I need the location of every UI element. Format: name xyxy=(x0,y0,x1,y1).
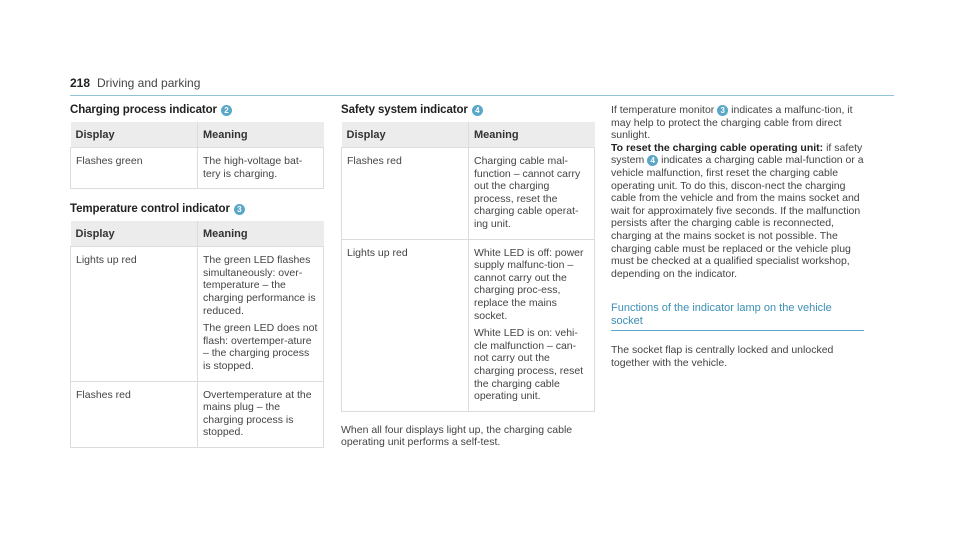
column-header-display: Display xyxy=(342,122,469,148)
left-column xyxy=(70,104,324,448)
table-row: Lights up red The green LED flashes simultaneously: over-temperature – the charging performance is reduced. The green LED does not flash: overtemper-ature – the charging process is stopped. xyxy=(71,247,324,381)
safety-indicator-heading: Safety system indicator 4 xyxy=(341,104,595,116)
temperature-indicator-heading: Temperature control indicator 3 xyxy=(70,203,324,215)
right-column xyxy=(611,104,864,370)
safety-indicator-table xyxy=(341,122,595,412)
temperature-indicator-table xyxy=(70,221,324,448)
charging-indicator-table xyxy=(70,122,324,189)
callout-2-icon: 2 xyxy=(221,105,232,116)
reset-instructions-paragraph: To reset the charging cable operating unit: if safety system 4 indicates a charging cable mal-function or a vehicle malfunction, first reset the charging cable operating unit. To do this, discon-nect the charging cable from the vehicle and from the mains socket and wait for approximately five seconds. If the malfunction persists after the charging cable is reconnected, charging at the mains socket is not possible. The charging cable must be replaced or the vehicle plug must be checked at a qualified specialist workshop, depending on the indicator. xyxy=(611,141,864,280)
socket-flap-paragraph: The socket flap is centrally locked and unlocked together with the vehicle. xyxy=(611,344,834,369)
charging-indicator-heading: Charging process indicator 2 xyxy=(70,104,324,116)
callout-3-icon: 3 xyxy=(717,105,728,116)
column-header-display: Display xyxy=(71,221,198,247)
section-title: Driving and parking xyxy=(97,76,201,90)
middle-column xyxy=(341,104,595,449)
page-number: 218 xyxy=(70,76,91,90)
column-header-meaning: Meaning xyxy=(198,122,324,148)
page-header xyxy=(70,74,894,96)
callout-4-icon: 4 xyxy=(647,155,658,166)
indicator-lamp-subheading: Functions of the indicator lamp on the vehicle socket xyxy=(611,302,864,331)
callout-4-icon: 4 xyxy=(472,105,483,116)
table-row: Flashes red Overtemperature at the mains plug – the charging process is stopped. xyxy=(71,381,324,447)
callout-3-icon: 3 xyxy=(234,204,245,215)
table-row: Flashes red Charging cable mal-function – cannot carry out the charging process, reset the charging cable operat-ing unit. xyxy=(342,148,595,240)
table-row: Lights up red White LED is off: power supply malfunc-tion – cannot carry out the charging proc-ess, replace the mains socket. White LED is on: vehi-cle malfunction – can-not carry out the charging process, reset the charging cable operating unit. xyxy=(342,239,595,411)
table-row: Flashes green The high-voltage bat-tery is charging. xyxy=(71,148,324,189)
temperature-monitor-paragraph: If temperature monitor 3 indicates a malfunc-tion, it may help to protect the charging cable from direct sunlight. xyxy=(611,104,853,142)
column-header-display: Display xyxy=(71,122,198,148)
column-header-meaning: Meaning xyxy=(198,221,324,247)
column-header-meaning: Meaning xyxy=(469,122,595,148)
self-test-note: When all four displays light up, the charging cable operating unit performs a self-test. xyxy=(341,423,573,449)
